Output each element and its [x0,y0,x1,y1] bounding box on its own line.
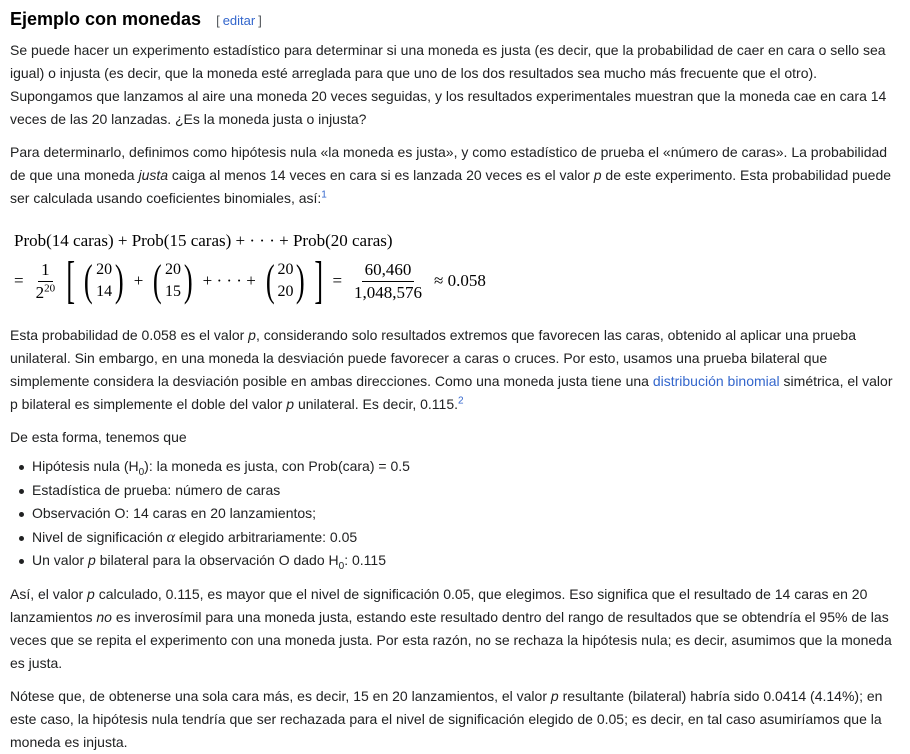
paragraph-p-value: Esta probabilidad de 0.058 es el valor p, considerando solo resultados extremos que favorecen las caras, obtenido al aplicar una prueba unilateral. Sin embargo, en una moneda la desviación puede favorecer a caras o cruces. Por esto, usamos una prueba bilateral que simplemente considera la desviación posible en ambas direcciones. Como una moneda justa tiene una distribución binomial simétrica, el valor p bilateral es simplemente el doble del valor p unilateral. Es decir, 0.115.$^2$ [10,327,893,412]
paragraph-intro: Se puede hacer un experimento estadístico para determinar si una moneda es justa (es decir, que la probabilidad de caer en cara o sello sea igual) o injusta (es decir, que la moneda esté arreglada para que uno de los dos resultados sea mucho más frecuente que el otro). Supongamos que lanzamos al aire una moneda 20 veces seguidas, y los resultados experimentales muestran que la moneda cae en cara 14 veces de las 20 lanzadas. ¿Es la moneda justa o injusta? [10,42,887,127]
list-item: Hipótesis nula $(H_0)$: la moneda es justa, con Prob(cara) = 0.5 [32,455,900,479]
hypothesis-list [10,455,900,573]
fraction-one-over-2-20: $\frac{1}{2^{20}}$ [35,259,56,302]
fraction-result: $\frac{60,460}{1,048,576}$ [354,259,423,302]
binomial-20-14: ( 20 14 ) [84,256,124,305]
edit-section: [ editar ] [216,13,262,28]
probability-formula [14,228,900,309]
list-item: Observación O: 14 caras en 20 lanzamientos; [32,502,900,526]
formula-line-2: = $\frac{1}{2^{20}}$ [ ( 20 14 ) + ( 20 15 ) + · · · + ( 20 20 ) ] = $\frac{60,460}{1,048,576}$ ≈ 0.058 [14,252,486,309]
edit-link[interactable]: editar [222,13,256,28]
list-item: Un valor p bilateral para la observación O dado $H_0$: 0.115 [32,549,900,573]
section-heading [10,0,900,36]
binomial-20-15: ( 20 15 ) [153,256,193,305]
list-item: Estadística de prueba: número de caras [32,479,900,503]
section-title: Ejemplo con monedas [10,9,202,29]
paragraph-summary-intro: De esta forma, tenemos que [10,429,187,445]
paragraph-note: Nótese que, de obtenerse una sola cara más, es decir, 15 en 20 lanzamientos, el valor p resultante (bilateral) habría sido 0.0414 (4.14%); en este caso, la hipótesis nula tendría que ser rechazada para el nivel de significación elegido de 0.05; es decir, en tal caso asumiríamos que la moneda es injusta. [10,687,883,750]
paragraph-definition: Para determinarlo, definimos como hipótesis nula «la moneda es justa», y como estadístico de prueba el «número de caras». La probabilidad de que una moneda justa caiga al menos 14 veces en cara si es lanzada 20 veces es el valor p de este experimento. Esta probabilidad puede ser calculada usando coeficientes binomiales, así:$^1$ [10,144,892,206]
reference-1[interactable]: 1 [321,189,327,201]
formula-line-1: Prob(14 caras) + Prob(15 caras) + · · · + Prob(20 caras) [14,231,393,250]
list-item: Nivel de significación α elegido arbitrariamente: 0.05 [32,526,900,550]
paragraph-conclusion: Así, el valor p calculado, 0.115, es mayor que el nivel de significación 0.05, que elegimos. Eso significa que el resultado de 14 caras en 20 lanzamientos no es inverosímil para una moneda justa, estando este resultado dentro del rango de resultados que se obtendría el 95% de las veces que se repita el experimento con una moneda justa. Por esta razón, no se rechaza la hipótesis nula; es decir, asumimos que la moneda es justa. [10,585,892,671]
binomial-distribution-link[interactable]: distribución binomial [652,373,780,389]
binomial-20-20: ( 20 20 ) [265,256,306,305]
reference-2[interactable]: 2 [458,395,464,407]
